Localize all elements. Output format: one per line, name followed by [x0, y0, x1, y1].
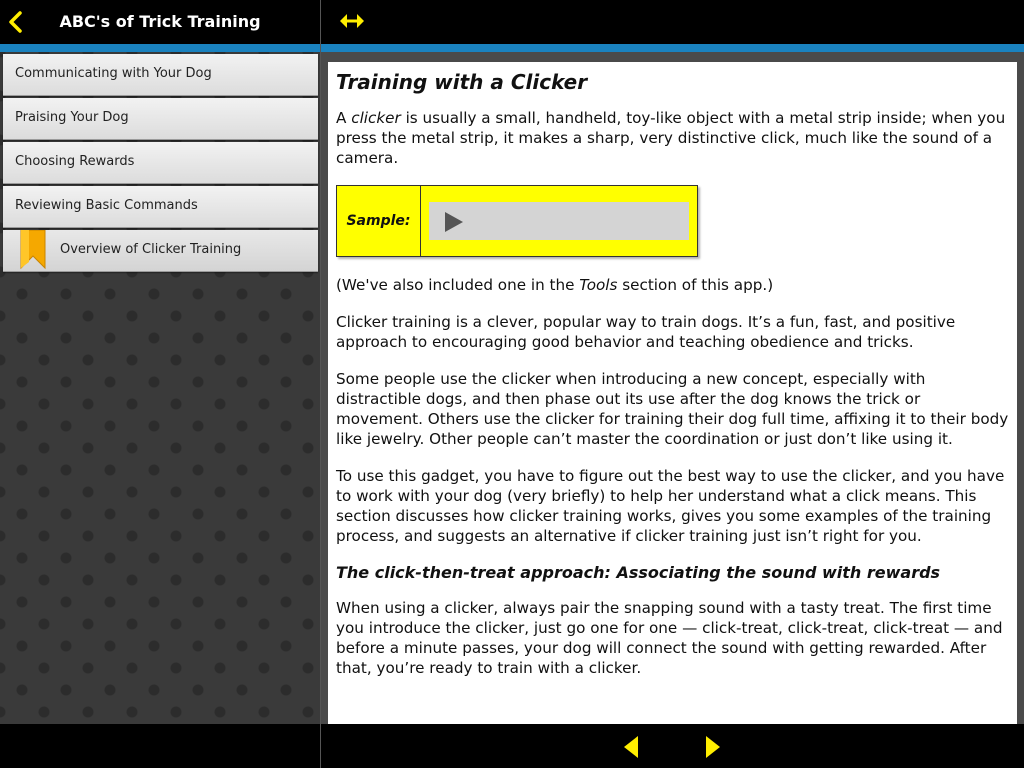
article-page: [328, 62, 1017, 724]
previous-page-button[interactable]: [621, 734, 641, 760]
text: section of this app.): [617, 276, 774, 294]
expand-button[interactable]: [339, 10, 365, 32]
content-area: [321, 52, 1024, 724]
text: is usually a small, handheld, toy-like object with a metal strip inside; when you press the metal strip, it makes a sharp, very distinctive click, much like the sound of a camera.: [336, 109, 1006, 167]
triangle-right-icon: [703, 734, 723, 760]
play-icon[interactable]: [443, 212, 465, 232]
emphasis-text: clicker: [351, 109, 401, 127]
toc-item-choosing-rewards[interactable]: [3, 142, 318, 184]
next-page-button[interactable]: [703, 734, 723, 760]
audio-player-bar[interactable]: [429, 202, 689, 240]
main-accent-stripe: [321, 44, 1024, 52]
paragraph-clicker-definition: [336, 108, 1009, 168]
double-arrow-horizontal-icon: [339, 10, 365, 32]
main-pane: [321, 0, 1024, 768]
main-footer: [321, 724, 1024, 768]
toc-item-label: Praising Your Dog: [15, 110, 129, 125]
sidebar-accent-stripe: [0, 44, 320, 52]
sidebar-title: ABC's of Trick Training: [59, 12, 261, 31]
article-title: Training with a Clicker: [336, 70, 588, 94]
sample-label: Sample:: [337, 186, 421, 256]
audio-player: [421, 186, 697, 256]
toc-item-communicating[interactable]: [3, 54, 318, 96]
triangle-left-icon: [621, 734, 641, 760]
toc-item-label: Communicating with Your Dog: [15, 66, 212, 81]
main-header: [321, 0, 1024, 44]
sample-box: [336, 185, 698, 257]
paragraph-tools-note: [336, 275, 1009, 295]
toc-item-reviewing-commands[interactable]: [3, 186, 318, 228]
toc-item-label: Reviewing Basic Commands: [15, 198, 198, 213]
toc-item-label: Overview of Clicker Training: [60, 242, 242, 257]
bookmark-ribbon-icon: [19, 230, 47, 270]
emphasis-text: Tools: [579, 276, 618, 294]
chevron-left-icon: [2, 6, 32, 38]
sidebar: [0, 0, 320, 768]
toc-item-label: Choosing Rewards: [15, 154, 135, 169]
paragraph-clicker-usage: Some people use the clicker when introducing a new concept, especially with distractible dogs, and then phase out its use after the dog knows the trick or movement. Others use the clicker for training their dog full time, affixing it to their body like jewelry. Other people can’t master the coordination or just don’t like using it.: [336, 370, 1009, 448]
text: (We've also included one in the: [336, 276, 580, 294]
toc-item-overview-clicker[interactable]: [3, 230, 318, 272]
toc-list: [0, 52, 320, 274]
back-button[interactable]: [2, 6, 32, 38]
sidebar-header: [0, 0, 320, 44]
text: A: [336, 109, 352, 127]
sidebar-body: [0, 52, 320, 724]
section-subheading: The click-then-treat approach: Associating the sound with rewards: [336, 563, 941, 582]
toc-item-praising[interactable]: [3, 98, 318, 140]
sidebar-footer: [0, 724, 320, 768]
paragraph-clicker-training: Clicker training is a clever, popular way to train dogs. It’s a fun, fast, and positive approach to encouraging good behavior and teaching obedience and tricks.: [336, 313, 956, 351]
paragraph-section-overview: To use this gadget, you have to figure out the best way to use the clicker, and you have to work with your dog (very briefly) to help her understand what a click means. This section discusses how clicker training works, gives you some examples of the training process, and suggests an alternative if clicker training just isn’t right for you.: [336, 467, 1005, 545]
paragraph-click-treat: When using a clicker, always pair the snapping sound with a tasty treat. The first time you introduce the clicker, just go one for one — click-treat, click-treat, click-treat — and before a minute passes, your dog will connect the sound with getting rewarded. After that, you’re ready to train with a clicker.: [336, 599, 1003, 677]
